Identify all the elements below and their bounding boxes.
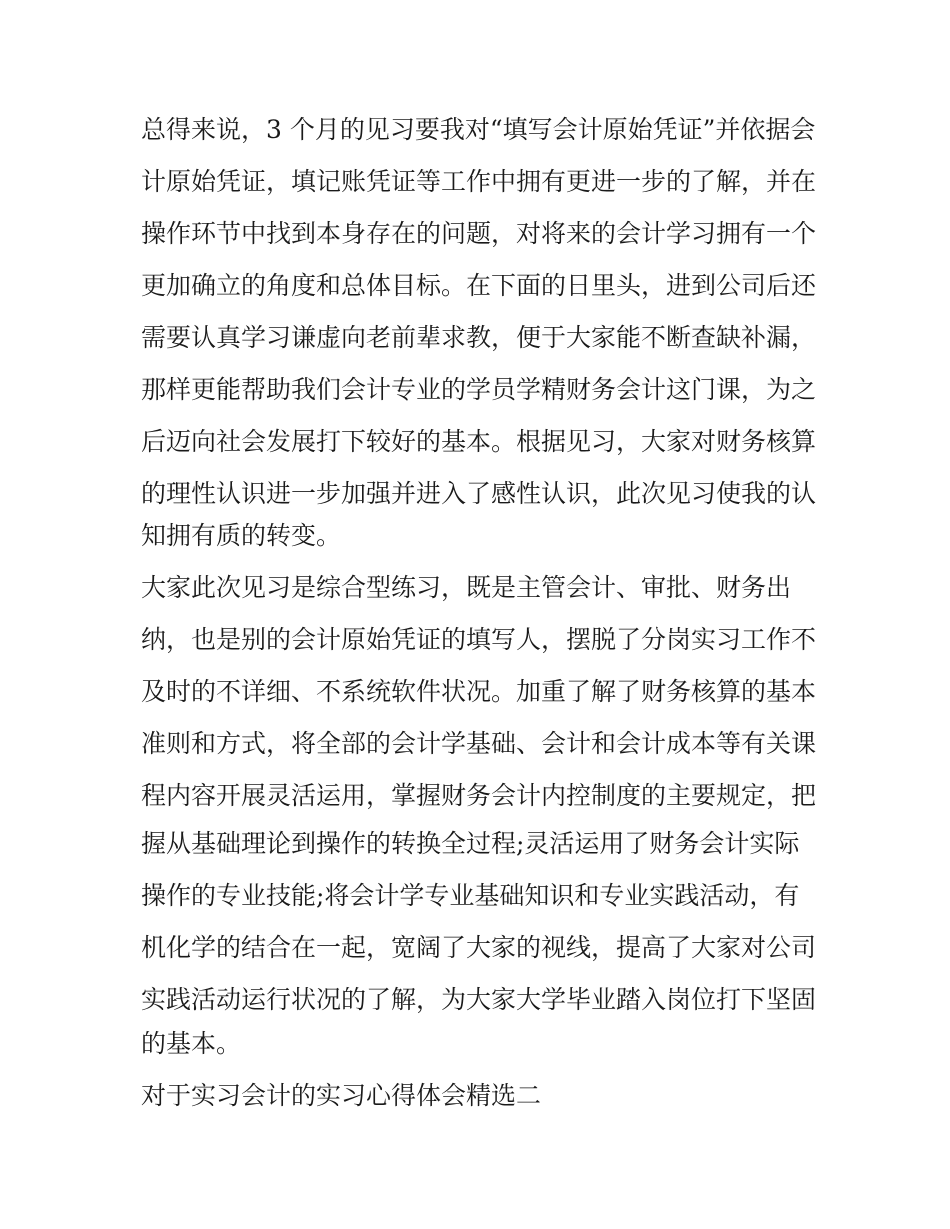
- text-line: 更加确立的角度和总体目标。在下面的日里头，进到公司后还: [141, 271, 817, 300]
- text-line: 及时的不详细、不系统软件状况。加重了解了财务核算的基本: [141, 677, 817, 706]
- text-line: 后迈向社会发展打下较好的基本。根据见习，大家对财务核算: [141, 427, 817, 456]
- text-line: 知拥有质的转变。: [141, 521, 342, 550]
- text-line: 的理性认识进一步加强并进入了感性认识，此次见习使我的认: [141, 479, 817, 508]
- text-line: 操作环节中找到本身存在的问题，对将来的会计学习拥有一个: [141, 219, 817, 248]
- text-line: 握从基础理论到操作的转换全过程;灵活运用了财务会计实际: [141, 829, 800, 858]
- text-line: 总得来说，3 个月的见习要我对“填写会计原始凭证”并依据会: [141, 115, 816, 144]
- text-line: 需要认真学习谦虚向老前辈求教，便于大家能不断查缺补漏，: [141, 323, 817, 352]
- text-line: 准则和方式，将全部的会计学基础、会计和会计成本等有关课: [141, 729, 817, 758]
- text-line: 操作的专业技能;将会计学专业基础知识和专业实践活动，有: [141, 881, 800, 910]
- section-heading: 对于实习会计的实习心得体会精选二: [141, 1081, 542, 1110]
- text-line: 计原始凭证，填记账凭证等工作中拥有更进一步的了解，并在: [141, 167, 817, 196]
- text-line: 大家此次见习是综合型练习，既是主管会计、审批、财务出: [141, 573, 792, 602]
- text-line: 纳，也是别的会计原始凭证的填写人，摆脱了分岗实习工作不: [141, 625, 817, 654]
- text-line: 的基本。: [141, 1029, 242, 1058]
- text-line: 程内容开展灵活运用，掌握财务会计内控制度的主要规定，把: [141, 781, 817, 810]
- text-line: 那样更能帮助我们会计专业的学员学精财务会计这门课，为之: [141, 375, 817, 404]
- text-line: 实践活动运行状况的了解，为大家大学毕业踏入岗位打下坚固: [141, 985, 817, 1014]
- text-line: 机化学的结合在一起，宽阔了大家的视线，提高了大家对公司: [141, 933, 817, 962]
